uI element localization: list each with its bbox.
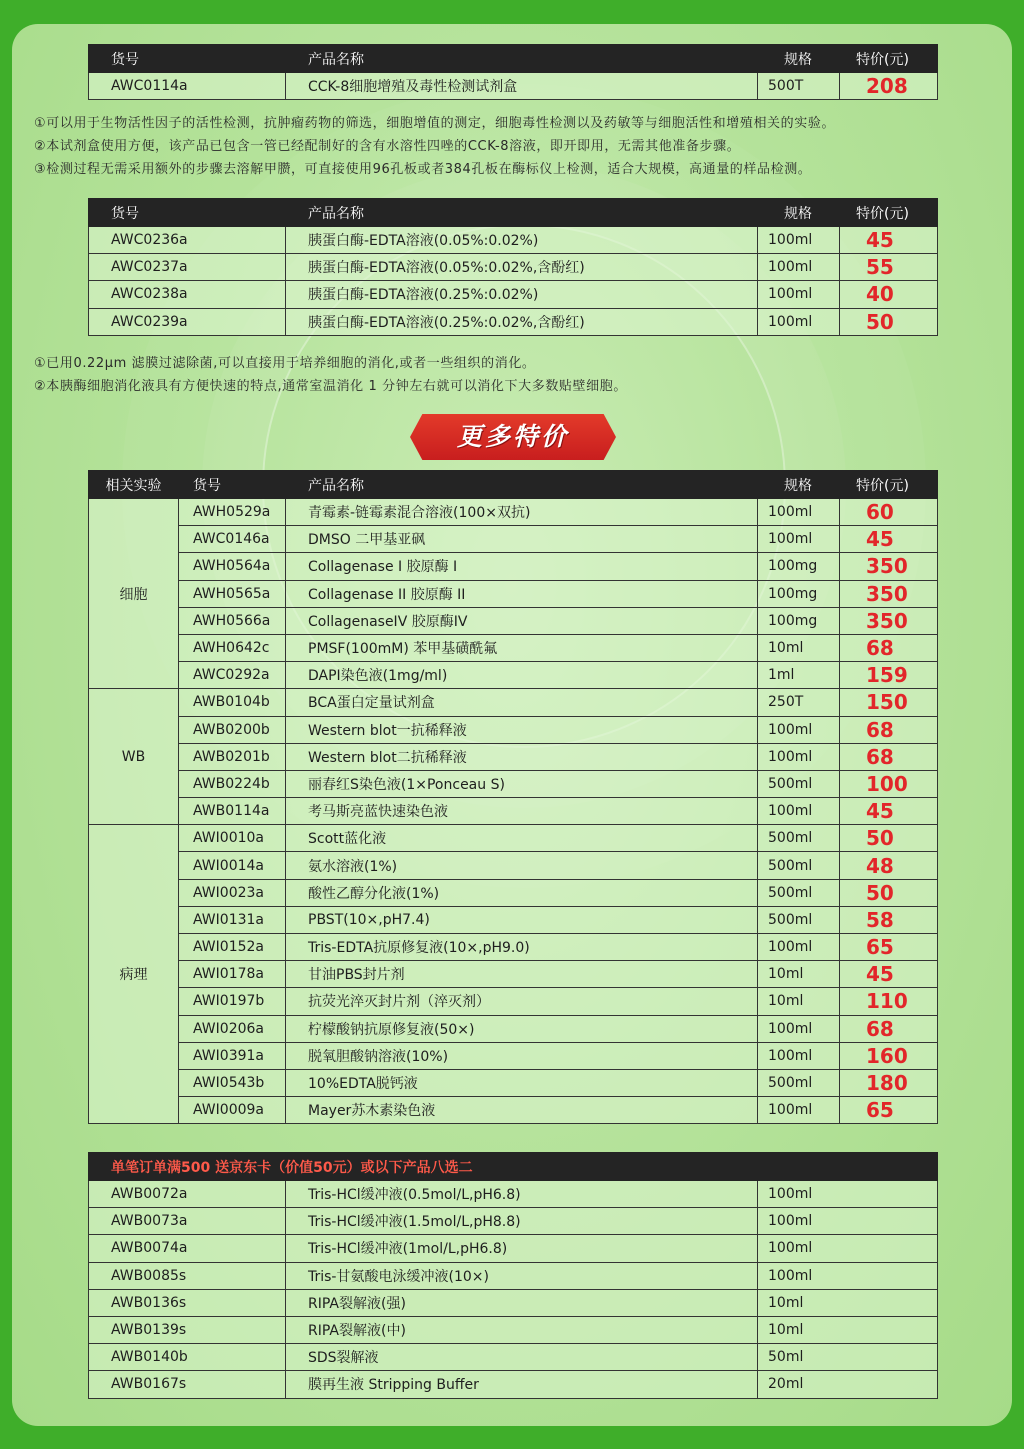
product-name: 青霉素-链霉素混合溶液(100×双抗) xyxy=(286,499,758,526)
table-row xyxy=(89,227,938,254)
product-name: Tris-HCl缓冲液(1.5mol/L,pH8.8) xyxy=(286,1208,758,1235)
table-row xyxy=(89,1289,938,1316)
product-name: Western blot二抗稀释液 xyxy=(286,743,758,770)
product-name: 丽春红S染色液(1×Ponceau S) xyxy=(286,770,758,797)
table-row xyxy=(89,825,938,852)
product-code: AWB0074a xyxy=(89,1235,286,1262)
product-price: 45 xyxy=(840,227,938,254)
product-spec: 10ml xyxy=(758,1289,938,1316)
header-name: 产品名称 xyxy=(286,45,758,73)
note-line: ②本胰酶细胞消化液具有方便快速的特点,通常室温消化 1 分钟左右就可以消化下大多数贴壁细胞。 xyxy=(34,379,627,394)
product-code: AWI0206a xyxy=(179,1015,286,1042)
promo-header: 单笔订单满500 送京东卡（价值50元）或以下产品八选二 xyxy=(89,1153,938,1181)
product-price: 50 xyxy=(840,879,938,906)
product-code: AWB0073a xyxy=(89,1208,286,1235)
product-name: RIPA裂解液(中) xyxy=(286,1316,758,1343)
product-spec: 100ml xyxy=(758,526,840,553)
product-price: 350 xyxy=(840,580,938,607)
product-code: AWI0014a xyxy=(179,852,286,879)
product-code: AWH0566a xyxy=(179,607,286,634)
product-name: Scott蓝化液 xyxy=(286,825,758,852)
more-deals-table xyxy=(88,470,938,1124)
product-name: CollagenaseIV 胶原酶IV xyxy=(286,607,758,634)
table-header-row xyxy=(89,471,938,499)
product-price: 60 xyxy=(840,499,938,526)
product-name: SDS裂解液 xyxy=(286,1344,758,1371)
table-row xyxy=(89,1042,938,1069)
product-name: 酸性乙醇分化液(1%) xyxy=(286,879,758,906)
note-line: ③检测过程无需采用额外的步骤去溶解甲臜，可直接使用96孔板或者384孔板在酶标仪上检测，适合大规模，高通量的样品检测。 xyxy=(34,162,812,177)
note-line: ①已用0.22μm 滤膜过滤除菌,可以直接用于培养细胞的消化,或者一些组织的消化。 xyxy=(34,356,536,371)
product-spec: 10ml xyxy=(758,988,840,1015)
product-price: 48 xyxy=(840,852,938,879)
table-row xyxy=(89,716,938,743)
header-spec: 规格 xyxy=(758,199,840,227)
product-code: AWH0529a xyxy=(179,499,286,526)
product-price: 65 xyxy=(840,934,938,961)
product-price: 68 xyxy=(840,716,938,743)
table-row xyxy=(89,1208,938,1235)
table-row xyxy=(89,743,938,770)
table-row xyxy=(89,254,938,281)
product-spec: 10ml xyxy=(758,961,840,988)
product-spec: 1ml xyxy=(758,662,840,689)
table-row xyxy=(89,662,938,689)
product-name: 胰蛋白酶-EDTA溶液(0.25%:0.02%,含酚红) xyxy=(286,308,758,335)
product-spec: 100ml xyxy=(758,934,840,961)
product-spec: 500ml xyxy=(758,879,840,906)
product-code: AWC0237a xyxy=(89,254,286,281)
product-name: 膜再生液 Stripping Buffer xyxy=(286,1371,758,1398)
product-price: 159 xyxy=(840,662,938,689)
product-code: AWB0104b xyxy=(179,689,286,716)
product-name: 胰蛋白酶-EDTA溶液(0.25%:0.02%) xyxy=(286,281,758,308)
table-row xyxy=(89,1235,938,1262)
product-name: 胰蛋白酶-EDTA溶液(0.05%:0.02%,含酚红) xyxy=(286,254,758,281)
product-spec: 20ml xyxy=(758,1371,938,1398)
table-row xyxy=(89,499,938,526)
product-name: Mayer苏木素染色液 xyxy=(286,1097,758,1124)
table-row xyxy=(89,934,938,961)
product-price: 68 xyxy=(840,1015,938,1042)
product-name: 柠檬酸钠抗原修复液(50×) xyxy=(286,1015,758,1042)
product-spec: 500ml xyxy=(758,1069,840,1096)
product-spec: 500ml xyxy=(758,906,840,933)
product-price: 110 xyxy=(840,988,938,1015)
product-spec: 100ml xyxy=(758,499,840,526)
product-code: AWI0543b xyxy=(179,1069,286,1096)
product-spec: 100ml xyxy=(758,1015,840,1042)
product-name: Western blot一抗稀释液 xyxy=(286,716,758,743)
product-code: AWC0146a xyxy=(179,526,286,553)
note-line: ②本试剂盒使用方便，该产品已包含一管已经配制好的含有水溶性四唑的CCK-8溶液，即开即用，无需其他准备步骤。 xyxy=(34,139,741,154)
product-name: Collagenase I 胶原酶 I xyxy=(286,553,758,580)
product-spec: 100ml xyxy=(758,254,840,281)
table-row xyxy=(89,553,938,580)
header-name: 产品名称 xyxy=(286,471,758,499)
cck8-price-table xyxy=(88,44,938,100)
product-name: Tris-HCl缓冲液(0.5mol/L,pH6.8) xyxy=(286,1181,758,1208)
product-price: 55 xyxy=(840,254,938,281)
product-code: AWI0197b xyxy=(179,988,286,1015)
product-name: CCK-8细胞增殖及毒性检测试剂盒 xyxy=(286,73,758,100)
product-code: AWB0140b xyxy=(89,1344,286,1371)
table-row xyxy=(89,906,938,933)
table-row xyxy=(89,1371,938,1398)
product-code: AWB0200b xyxy=(179,716,286,743)
product-name: 甘油PBS封片剂 xyxy=(286,961,758,988)
product-name: 氨水溶液(1%) xyxy=(286,852,758,879)
table-row xyxy=(89,852,938,879)
product-price: 208 xyxy=(840,73,938,100)
promo-gift-table xyxy=(88,1152,938,1399)
more-deals-banner xyxy=(410,414,616,460)
product-code: AWC0238a xyxy=(89,281,286,308)
product-code: AWI0009a xyxy=(179,1097,286,1124)
trypsin-price-table xyxy=(88,198,938,336)
product-code: AWC0239a xyxy=(89,308,286,335)
table-header-row xyxy=(89,199,938,227)
product-name: 考马斯亮蓝快速染色液 xyxy=(286,798,758,825)
product-spec: 500ml xyxy=(758,770,840,797)
experiment-group: WB xyxy=(89,689,179,825)
product-spec: 10ml xyxy=(758,1316,938,1343)
product-price: 65 xyxy=(840,1097,938,1124)
product-code: AWB0114a xyxy=(179,798,286,825)
product-name: DAPI染色液(1mg/ml) xyxy=(286,662,758,689)
table-row xyxy=(89,770,938,797)
header-price: 特价(元) xyxy=(840,471,938,499)
header-name: 产品名称 xyxy=(286,199,758,227)
product-price: 350 xyxy=(840,607,938,634)
product-spec: 100ml xyxy=(758,716,840,743)
product-code: AWH0642c xyxy=(179,634,286,661)
product-price: 50 xyxy=(840,825,938,852)
product-price: 150 xyxy=(840,689,938,716)
product-code: AWI0010a xyxy=(179,825,286,852)
product-price: 45 xyxy=(840,961,938,988)
table-row xyxy=(89,798,938,825)
product-price: 40 xyxy=(840,281,938,308)
header-code: 货号 xyxy=(89,199,286,227)
table-header-row xyxy=(89,1153,938,1181)
product-spec: 100ml xyxy=(758,743,840,770)
product-code: AWC0292a xyxy=(179,662,286,689)
table-row xyxy=(89,73,938,100)
product-spec: 100ml xyxy=(758,1262,938,1289)
product-code: AWI0131a xyxy=(179,906,286,933)
product-price: 68 xyxy=(840,634,938,661)
product-code: AWC0114a xyxy=(89,73,286,100)
cck8-notes xyxy=(34,112,1004,181)
product-spec: 10ml xyxy=(758,634,840,661)
product-price: 58 xyxy=(840,906,938,933)
product-spec: 100ml xyxy=(758,798,840,825)
table-row xyxy=(89,526,938,553)
table-header-row xyxy=(89,45,938,73)
product-code: AWB0072a xyxy=(89,1181,286,1208)
product-code: AWB0136s xyxy=(89,1289,286,1316)
product-code: AWH0564a xyxy=(179,553,286,580)
header-spec: 规格 xyxy=(758,45,840,73)
product-spec: 100ml xyxy=(758,1097,840,1124)
product-spec: 100ml xyxy=(758,1208,938,1235)
header-price: 特价(元) xyxy=(840,45,938,73)
product-spec: 100mg xyxy=(758,607,840,634)
product-name: 抗荧光淬灭封片剂（淬灭剂） xyxy=(286,988,758,1015)
product-name: DMSO 二甲基亚砜 xyxy=(286,526,758,553)
table-row xyxy=(89,607,938,634)
table-row xyxy=(89,1069,938,1096)
table-row xyxy=(89,634,938,661)
trypsin-notes xyxy=(34,352,1004,398)
experiment-group: 病理 xyxy=(89,825,179,1124)
product-spec: 100ml xyxy=(758,1042,840,1069)
header-code: 货号 xyxy=(89,45,286,73)
product-name: Collagenase II 胶原酶 II xyxy=(286,580,758,607)
table-row xyxy=(89,308,938,335)
product-name: Tris-HCl缓冲液(1mol/L,pH6.8) xyxy=(286,1235,758,1262)
product-spec: 100ml xyxy=(758,281,840,308)
experiment-group: 细胞 xyxy=(89,499,179,689)
product-price: 68 xyxy=(840,743,938,770)
product-code: AWB0224b xyxy=(179,770,286,797)
product-spec: 100ml xyxy=(758,227,840,254)
product-name: Tris-EDTA抗原修复液(10×,pH9.0) xyxy=(286,934,758,961)
header-experiment: 相关实验 xyxy=(89,471,179,499)
product-name: 胰蛋白酶-EDTA溶液(0.05%:0.02%) xyxy=(286,227,758,254)
product-spec: 50ml xyxy=(758,1344,938,1371)
banner-title: 更多特价 xyxy=(456,422,569,451)
product-spec: 500ml xyxy=(758,852,840,879)
product-code: AWC0236a xyxy=(89,227,286,254)
product-code: AWB0167s xyxy=(89,1371,286,1398)
table-row xyxy=(89,689,938,716)
table-row xyxy=(89,1015,938,1042)
product-code: AWI0178a xyxy=(179,961,286,988)
product-spec: 500ml xyxy=(758,825,840,852)
header-price: 特价(元) xyxy=(840,199,938,227)
product-spec: 100ml xyxy=(758,1235,938,1262)
product-spec: 100mg xyxy=(758,553,840,580)
product-code: AWB0085s xyxy=(89,1262,286,1289)
product-name: RIPA裂解液(强) xyxy=(286,1289,758,1316)
product-spec: 100ml xyxy=(758,308,840,335)
table-row xyxy=(89,1181,938,1208)
table-row xyxy=(89,580,938,607)
product-code: AWI0023a xyxy=(179,879,286,906)
product-name: BCA蛋白定量试剂盒 xyxy=(286,689,758,716)
product-code: AWI0391a xyxy=(179,1042,286,1069)
product-spec: 100ml xyxy=(758,1181,938,1208)
table-row xyxy=(89,988,938,1015)
table-row xyxy=(89,281,938,308)
product-code: AWH0565a xyxy=(179,580,286,607)
product-price: 160 xyxy=(840,1042,938,1069)
product-spec: 100mg xyxy=(758,580,840,607)
header-code: 货号 xyxy=(179,471,286,499)
table-row xyxy=(89,1316,938,1343)
product-name: PMSF(100mM) 苯甲基磺酰氟 xyxy=(286,634,758,661)
product-name: Tris-甘氨酸电泳缓冲液(10×) xyxy=(286,1262,758,1289)
table-row xyxy=(89,1262,938,1289)
product-name: 10%EDTA脱钙液 xyxy=(286,1069,758,1096)
header-spec: 规格 xyxy=(758,471,840,499)
table-row xyxy=(89,1097,938,1124)
product-spec: 250T xyxy=(758,689,840,716)
product-spec: 500T xyxy=(758,73,840,100)
table-row xyxy=(89,961,938,988)
note-line: ①可以用于生物活性因子的活性检测，抗肿瘤药物的筛选，细胞增值的测定，细胞毒性检测以及药敏等与细胞活性和增殖相关的实验。 xyxy=(34,116,836,131)
product-name: 脱氧胆酸钠溶液(10%) xyxy=(286,1042,758,1069)
product-code: AWB0139s xyxy=(89,1316,286,1343)
product-price: 50 xyxy=(840,308,938,335)
product-price: 45 xyxy=(840,526,938,553)
product-price: 180 xyxy=(840,1069,938,1096)
table-row xyxy=(89,879,938,906)
product-code: AWB0201b xyxy=(179,743,286,770)
product-code: AWI0152a xyxy=(179,934,286,961)
product-price: 100 xyxy=(840,770,938,797)
table-row xyxy=(89,1344,938,1371)
product-name: PBST(10×,pH7.4) xyxy=(286,906,758,933)
product-price: 45 xyxy=(840,798,938,825)
product-price: 350 xyxy=(840,553,938,580)
